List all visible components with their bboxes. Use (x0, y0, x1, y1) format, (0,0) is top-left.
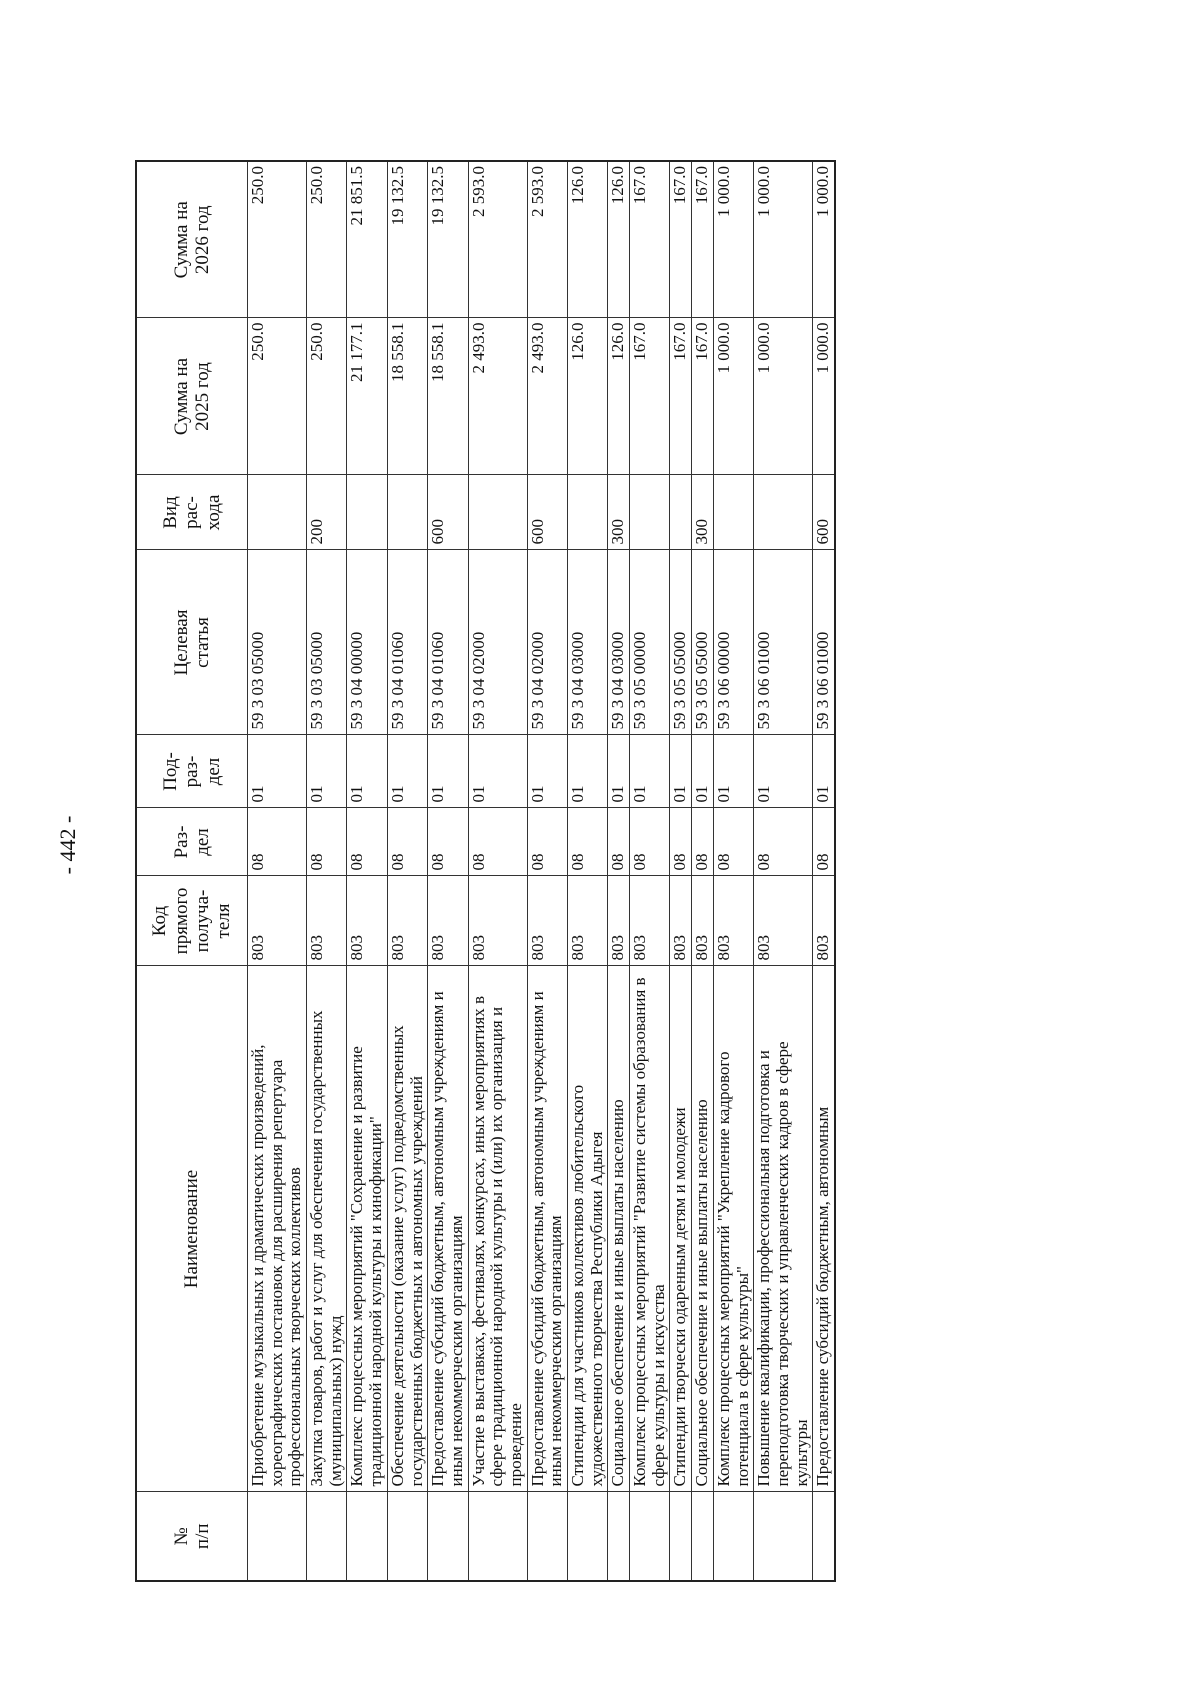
cell-sum-2026: 2 593.0 (527, 161, 567, 318)
cell-sum-2025: 1 000.0 (813, 318, 835, 475)
cell-expense: 600 (527, 475, 567, 550)
cell-name: Приобретение музыкальных и драматических произведений, хореографических постановок для расширения репертуара профессиональных творческих коллективов (248, 966, 307, 1492)
cell-expense: 300 (692, 475, 714, 550)
cell-sum-2026: 250.0 (248, 161, 307, 318)
cell-expense (248, 475, 307, 550)
cell-num (428, 1492, 468, 1581)
cell-section: 08 (468, 808, 527, 876)
cell-subsection: 01 (248, 735, 307, 808)
cell-num (608, 1492, 630, 1581)
cell-section: 08 (713, 808, 753, 876)
table-row (527, 161, 567, 1581)
table-row (347, 161, 387, 1581)
cell-sum-2026: 19 132.5 (387, 161, 427, 318)
cell-sum-2025: 167.0 (670, 318, 692, 475)
cell-sum-2025: 250.0 (248, 318, 307, 475)
cell-sum-2026: 167.0 (670, 161, 692, 318)
cell-sum-2026: 167.0 (692, 161, 714, 318)
cell-subsection: 01 (428, 735, 468, 808)
cell-name: Повышение квалификации, профессиональная подготовка и переподготовка творческих и управленческих кадров в сфере культуры (754, 966, 813, 1492)
cell-recipient: 803 (630, 876, 670, 966)
header-sum-2025: Сумма на 2025 год (136, 318, 248, 475)
table-header-row (136, 161, 248, 1581)
cell-sum-2026: 19 132.5 (428, 161, 468, 318)
cell-sum-2025: 126.0 (608, 318, 630, 475)
cell-target: 59 3 05 00000 (630, 550, 670, 735)
cell-sum-2026: 167.0 (630, 161, 670, 318)
cell-num (630, 1492, 670, 1581)
cell-subsection: 01 (813, 735, 835, 808)
table-row (387, 161, 427, 1581)
cell-sum-2025: 21 177.1 (347, 318, 387, 475)
cell-name: Предоставление субсидий бюджетным, автономным учреждениям и иным некоммерческим организациям (527, 966, 567, 1492)
table-row (713, 161, 753, 1581)
cell-sum-2025: 250.0 (307, 318, 347, 475)
header-name: Наименование (136, 966, 248, 1492)
cell-sum-2026: 2 593.0 (468, 161, 527, 318)
cell-sum-2025: 2 493.0 (527, 318, 567, 475)
cell-recipient: 803 (468, 876, 527, 966)
cell-expense: 600 (428, 475, 468, 550)
cell-sum-2025: 1 000.0 (754, 318, 813, 475)
table-row (670, 161, 692, 1581)
cell-recipient: 803 (608, 876, 630, 966)
cell-target: 59 3 04 01060 (428, 550, 468, 735)
cell-target: 59 3 05 05000 (692, 550, 714, 735)
cell-name: Комплекс процессных мероприятий "Развитие системы образования в сфере культуры и искусства (630, 966, 670, 1492)
cell-section: 08 (387, 808, 427, 876)
table-row (692, 161, 714, 1581)
cell-recipient: 803 (754, 876, 813, 966)
cell-sum-2025: 18 558.1 (387, 318, 427, 475)
cell-sum-2025: 167.0 (630, 318, 670, 475)
cell-section: 08 (813, 808, 835, 876)
cell-recipient: 803 (347, 876, 387, 966)
cell-recipient: 803 (692, 876, 714, 966)
budget-table (135, 160, 836, 1582)
cell-recipient: 803 (527, 876, 567, 966)
cell-name: Закупка товаров, работ и услуг для обеспечения государственных (муниципальных) нужд (307, 966, 347, 1492)
table-row (568, 161, 608, 1581)
cell-subsection: 01 (307, 735, 347, 808)
cell-expense (568, 475, 608, 550)
table-row (630, 161, 670, 1581)
cell-recipient: 803 (813, 876, 835, 966)
cell-sum-2026: 250.0 (307, 161, 347, 318)
table-row (248, 161, 307, 1581)
cell-recipient: 803 (670, 876, 692, 966)
cell-expense (630, 475, 670, 550)
cell-sum-2025: 126.0 (568, 318, 608, 475)
cell-num (754, 1492, 813, 1581)
cell-target: 59 3 04 03000 (608, 550, 630, 735)
table-row (428, 161, 468, 1581)
cell-expense: 300 (608, 475, 630, 550)
cell-name: Социальное обеспечение и иные выплаты населению (692, 966, 714, 1492)
cell-num (387, 1492, 427, 1581)
cell-num (670, 1492, 692, 1581)
cell-name: Стипендии творчески одаренным детям и молодежи (670, 966, 692, 1492)
header-subsection: Под- раз- дел (136, 735, 248, 808)
cell-target: 59 3 04 03000 (568, 550, 608, 735)
cell-target: 59 3 06 00000 (713, 550, 753, 735)
cell-subsection: 01 (630, 735, 670, 808)
cell-name: Предоставление субсидий бюджетным, автономным учреждениям и иным некоммерческим организациям (428, 966, 468, 1492)
cell-section: 08 (428, 808, 468, 876)
table-row (754, 161, 813, 1581)
cell-name: Социальное обеспечение и иные выплаты населению (608, 966, 630, 1492)
cell-num (468, 1492, 527, 1581)
cell-num (248, 1492, 307, 1581)
cell-name: Комплекс процессных мероприятий "Укрепление кадрового потенциала в сфере культуры" (713, 966, 753, 1492)
cell-section: 08 (307, 808, 347, 876)
cell-target: 59 3 04 02000 (468, 550, 527, 735)
cell-expense (347, 475, 387, 550)
cell-subsection: 01 (692, 735, 714, 808)
cell-sum-2026: 21 851.5 (347, 161, 387, 318)
cell-subsection: 01 (347, 735, 387, 808)
cell-subsection: 01 (670, 735, 692, 808)
header-target-article: Целевая статья (136, 550, 248, 735)
cell-name: Комплекс процессных мероприятий "Сохранение и развитие традиционной народной культуры и кинофикации" (347, 966, 387, 1492)
cell-target: 59 3 06 01000 (754, 550, 813, 735)
cell-expense (670, 475, 692, 550)
cell-name: Обеспечение деятельности (оказание услуг) подведомственных государственных бюджетных и автономных учреждений (387, 966, 427, 1492)
cell-sum-2026: 1 000.0 (713, 161, 753, 318)
page-number: - 442 - (55, 815, 80, 875)
cell-num (307, 1492, 347, 1581)
cell-recipient: 803 (428, 876, 468, 966)
cell-name: Стипендии для участников коллективов любительского художественного творчества Республики Адыгея (568, 966, 608, 1492)
cell-num (713, 1492, 753, 1581)
table-row (608, 161, 630, 1581)
cell-expense (387, 475, 427, 550)
header-sum-2026: Сумма на 2026 год (136, 161, 248, 318)
cell-target: 59 3 05 05000 (670, 550, 692, 735)
cell-subsection: 01 (608, 735, 630, 808)
cell-recipient: 803 (387, 876, 427, 966)
cell-section: 08 (692, 808, 714, 876)
cell-target: 59 3 03 05000 (307, 550, 347, 735)
table-row (813, 161, 835, 1581)
cell-expense: 200 (307, 475, 347, 550)
cell-num (568, 1492, 608, 1581)
cell-recipient: 803 (713, 876, 753, 966)
cell-section: 08 (754, 808, 813, 876)
cell-sum-2026: 126.0 (608, 161, 630, 318)
cell-subsection: 01 (754, 735, 813, 808)
cell-section: 08 (248, 808, 307, 876)
cell-recipient: 803 (568, 876, 608, 966)
cell-target: 59 3 04 02000 (527, 550, 567, 735)
cell-expense (468, 475, 527, 550)
cell-num (347, 1492, 387, 1581)
cell-expense: 600 (813, 475, 835, 550)
cell-sum-2026: 126.0 (568, 161, 608, 318)
cell-subsection: 01 (713, 735, 753, 808)
cell-sum-2025: 1 000.0 (713, 318, 753, 475)
cell-subsection: 01 (387, 735, 427, 808)
header-recipient-code: Код прямого получа- теля (136, 876, 248, 966)
cell-sum-2025: 167.0 (692, 318, 714, 475)
cell-recipient: 803 (307, 876, 347, 966)
cell-section: 08 (630, 808, 670, 876)
rotated-page-content (135, 162, 1055, 1582)
cell-num (813, 1492, 835, 1581)
cell-num (692, 1492, 714, 1581)
cell-sum-2026: 1 000.0 (754, 161, 813, 318)
header-num: № п/п (136, 1492, 248, 1581)
cell-target: 59 3 04 01060 (387, 550, 427, 735)
cell-subsection: 01 (527, 735, 567, 808)
cell-section: 08 (670, 808, 692, 876)
cell-subsection: 01 (568, 735, 608, 808)
cell-sum-2026: 1 000.0 (813, 161, 835, 318)
cell-expense (713, 475, 753, 550)
header-section: Раз- дел (136, 808, 248, 876)
header-expense-type: Вид рас- хода (136, 475, 248, 550)
cell-sum-2025: 18 558.1 (428, 318, 468, 475)
cell-target: 59 3 03 05000 (248, 550, 307, 735)
table-row (468, 161, 527, 1581)
cell-expense (754, 475, 813, 550)
cell-target: 59 3 06 01000 (813, 550, 835, 735)
cell-name: Участие в выставках, фестивалях, конкурсах, иных мероприятиях в сфере традиционной народной культуры и (или) их организация и проведение (468, 966, 527, 1492)
cell-section: 08 (568, 808, 608, 876)
cell-section: 08 (527, 808, 567, 876)
cell-recipient: 803 (248, 876, 307, 966)
table-row (307, 161, 347, 1581)
cell-num (527, 1492, 567, 1581)
cell-section: 08 (347, 808, 387, 876)
cell-target: 59 3 04 00000 (347, 550, 387, 735)
cell-section: 08 (608, 808, 630, 876)
cell-name: Предоставление субсидий бюджетным, автономным (813, 966, 835, 1492)
cell-subsection: 01 (468, 735, 527, 808)
cell-sum-2025: 2 493.0 (468, 318, 527, 475)
